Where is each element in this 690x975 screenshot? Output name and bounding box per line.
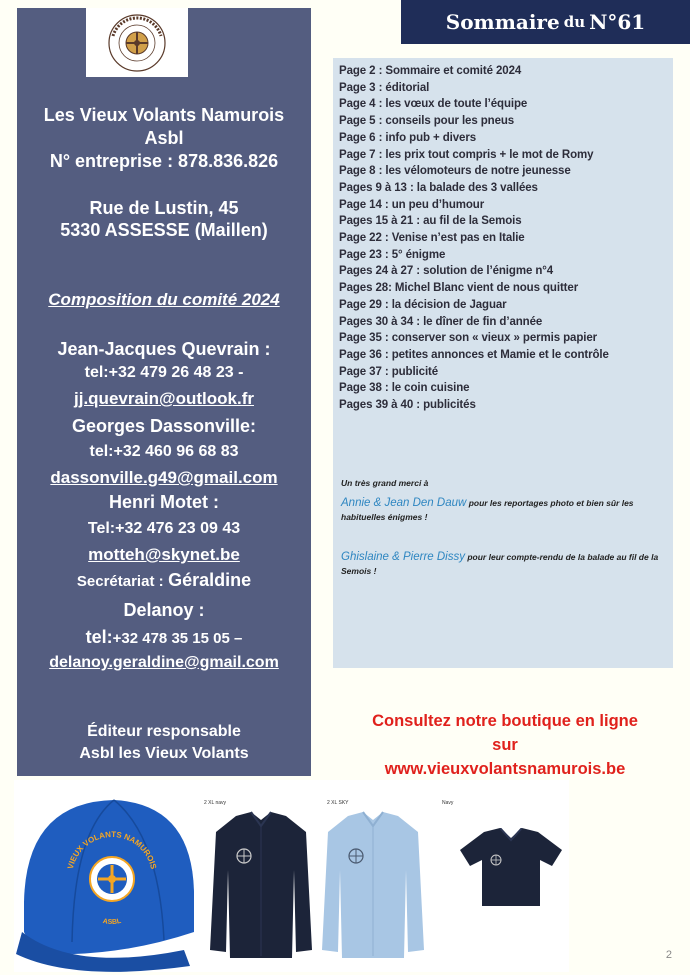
toc-item: Pages 39 à 40 : publicités: [339, 399, 476, 412]
member1-phone: tel:+32 479 26 48 23 -: [84, 364, 244, 381]
toc-item: Page 4 : les vœux de toute l’équipe: [339, 98, 528, 111]
toc-item: Pages 28: Michel Blanc vient de nous quitter: [339, 282, 579, 295]
club-logo-emblem: [97, 12, 177, 74]
toc-item: Page 29 : la décision de Jaguar: [339, 298, 507, 311]
secretariat-phone-line: [17, 627, 311, 648]
toc-item: Pages 24 à 27 : solution de l’énigme n°4: [339, 265, 554, 278]
toc-item: Page 35 : conserver son « vieux » permis papier: [339, 332, 598, 345]
navy-shirt-image[interactable]: [206, 810, 316, 960]
toc-item: Page 8 : les vélomoteurs de notre jeunesse: [339, 165, 571, 178]
toc-item: Page 14 : un peu d’humour: [339, 198, 485, 211]
toc-item: Page 38 : le coin cuisine: [339, 382, 470, 395]
toc-item: Pages 9 à 13 : la balade des 3 vallées: [339, 181, 538, 194]
toc-item: Pages 30 à 34 : le dîner de fin d’année: [339, 315, 543, 328]
cap-text-top: VIEUX VOLANTS NAMUROIS: [65, 829, 159, 871]
club-name: Les Vieux Volants Namurois: [43, 105, 285, 125]
thanks-block2: [341, 550, 666, 578]
product-label-navy-polo: Navy: [442, 800, 454, 806]
title-prefix: Sommaire: [445, 10, 560, 34]
company-number: N° entreprise : 878.836.826: [49, 151, 279, 171]
products-strip: [14, 780, 569, 972]
address-line2: 5330 ASSESSE (Maillen): [60, 220, 268, 240]
publisher-line2: Asbl les Vieux Volants: [79, 745, 249, 762]
thanks-person1: Annie & Jean Den Dauw: [341, 497, 467, 509]
secretariat-name1: Géraldine: [168, 570, 252, 590]
club-logo: [86, 8, 188, 77]
toc-item: Page 3 : éditorial: [339, 81, 430, 94]
member3-name: Henri Motet :: [109, 492, 219, 512]
table-of-contents-panel: [333, 58, 673, 668]
toc-item: Page 7 : les prix tout compris + le mot de Romy: [339, 148, 594, 161]
thanks-person2: Ghislaine & Pierre Dissy: [341, 551, 465, 563]
shop-url[interactable]: www.vieuxvolantsnamurois.be: [384, 760, 626, 778]
toc-item: Page 36 : petites annonces et Mamie et le contrôle: [339, 348, 609, 361]
navy-polo-image[interactable]: [456, 828, 566, 908]
page-title: [401, 0, 690, 44]
committee-heading: Composition du comité 2024: [48, 290, 280, 309]
secretariat-phone-prefix: tel:: [85, 627, 113, 647]
product-label-navy-shirt: 2 XL navy: [204, 800, 227, 806]
secretariat-phone: +32 478 35 15 05 –: [112, 630, 243, 647]
toc-item: Page 6 : info pub + divers: [339, 131, 477, 144]
member2-name: Georges Dassonville:: [71, 416, 257, 436]
title-suffix: N°61: [589, 10, 646, 34]
member1-email[interactable]: jj.quevrain@outlook.fr: [74, 389, 254, 408]
toc-item: Page 22 : Venise n’est pas en Italie: [339, 232, 525, 245]
toc-item: Page 5 : conseils pour les pneus: [339, 115, 515, 128]
cap-image[interactable]: [14, 782, 199, 972]
thanks-block1: [341, 496, 666, 524]
thanks-intro: Un très grand merci à: [341, 478, 429, 488]
toc-item: Page 23 : 5° énigme: [339, 248, 446, 261]
secretariat-email[interactable]: delanoy.geraldine@gmail.com: [49, 654, 279, 671]
secretariat-label: Secrétariat :: [76, 573, 164, 590]
toc-item: Page 2 : Sommaire et comité 2024: [339, 65, 522, 77]
member2-email[interactable]: dassonville.g49@gmail.com: [50, 468, 278, 487]
club-info-panel: [17, 8, 311, 776]
member2-phone: tel:+32 460 96 68 83: [89, 443, 239, 460]
product-label-sky-shirt: 2 XL SKY: [327, 800, 349, 806]
thanks-text2: pour leur compte-rendu de la balade au fil de la Semois !: [341, 552, 659, 576]
member3-email[interactable]: motteh@skynet.be: [88, 545, 240, 564]
club-legal-form: Asbl: [144, 128, 184, 148]
thanks-text1: pour les reportages photo et bien sûr les habituelles énigmes !: [341, 498, 634, 522]
sky-shirt-image[interactable]: [318, 810, 428, 960]
secretariat-line: [17, 570, 311, 591]
shop-line2: sur: [492, 736, 518, 754]
toc-list: [339, 63, 609, 414]
publisher-line1: Éditeur responsable: [87, 723, 241, 740]
toc-item: Page 37 : publicité: [339, 365, 439, 378]
secretariat-name2: Delanoy :: [123, 600, 205, 620]
toc-item: Pages 15 à 21 : au fil de la Semois: [339, 215, 522, 228]
address-line1: Rue de Lustin, 45: [89, 198, 239, 218]
shop-line1: Consultez notre boutique en ligne: [372, 712, 638, 730]
page-number: 2: [665, 949, 672, 961]
member3-phone: Tel:+32 476 23 09 43: [87, 520, 241, 537]
cap-text-bottom: ASBL: [102, 917, 122, 927]
member1-name: Jean-Jacques Quevrain :: [57, 339, 271, 359]
title-mid: du: [563, 13, 586, 31]
